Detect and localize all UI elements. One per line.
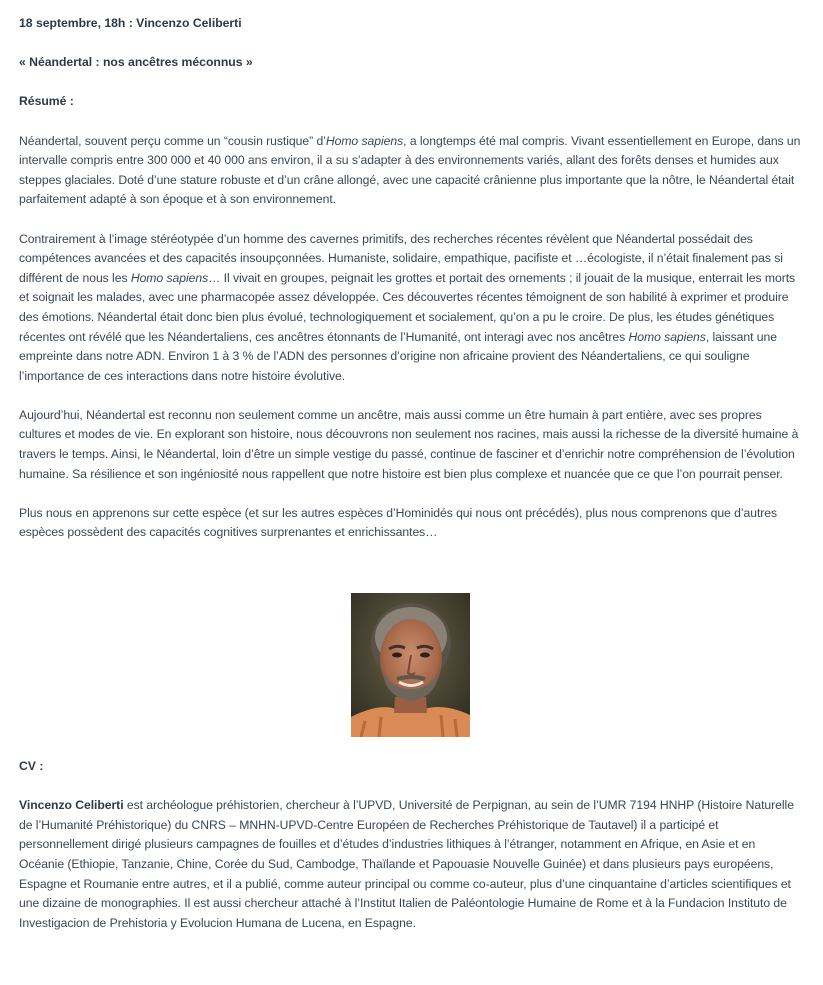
summary-paragraph-2 xyxy=(19,230,803,387)
cv-label: CV : xyxy=(19,759,44,774)
event-line: 18 septembre, 18h : Vincenzo Celiberti xyxy=(19,16,242,30)
text-run: … Il vivait en groupes, peignait les grottes et portait des ornements ; il jouait de la musique, enterrait les morts et soignait les malades, avec une pharmacopée assez développée. Ces découvertes récentes témoignent de son habilité à exprimer et produire des émotions. Néandertal était donc bien plus évolué, technologiquement et socialement, qu’on a pu le croire. De plus, les études génétiques récentes ont révélé que les Néandertaliens, ces ancêtres étonnants de l’Humanité, ont interagi avec nos ancêtres xyxy=(19,270,796,344)
speaker-portrait xyxy=(351,593,470,737)
portrait-illustration xyxy=(351,593,470,737)
summary-label: Résumé : xyxy=(19,94,74,109)
text-run: , a longtemps été mal compris. Vivant essentiellement en Europe, dans un intervalle compris entre 300 000 et 40 000 ans environ, il a su s’adapter à des environnements variés, allant des forêts denses et humides aux steppes glaciales. Doté d’une stature robuste et d’un crâne allongé, avec une capacité crânienne plus importante que la nôtre, le Néandertal était parfaitement adapté à son époque et à son environnement. xyxy=(19,133,801,207)
portrait-container xyxy=(19,593,803,737)
talk-title: « Néandertal : nos ancêtres méconnus » xyxy=(19,55,253,70)
italic-run: Homo sapiens xyxy=(325,133,404,148)
cv-paragraph xyxy=(19,796,803,933)
summary-paragraph-3: Aujourd’hui, Néandertal est reconnu non seulement comme un ancêtre, mais aussi comme un être humain à part entière, avec ses propres cultures et modes de vie. En explorant son histoire, nous découvrons non seulement nos racines, mais aussi la richesse de la diversité humaine à travers le temps. Ainsi, le Néandertal, loin d’être un simple vestige du passé, continue de fasciner et d’enrichir notre compréhension de l’évolution humaine. Sa résilience et son ingéniosité nous rappellent que notre histoire est bien plus complexe et nuancée que ce que l’on pourrait penser. xyxy=(19,407,799,481)
speaker-name: Vincenzo Celiberti xyxy=(19,798,124,813)
summary-paragraph-1 xyxy=(19,132,803,210)
cv-text: est archéologue préhistorien, chercheur à l’UPVD, Université de Perpignan, au sein de l’UMR 7194 HNHP (Histoire Naturelle de l’Humanité Préhistorique) du CNRS – MNHN-UPVD-Centre Européen de Recherches Préhistorique de Tautavel) il a participé et personnellement dirigé plusieurs campagnes de fouilles et d’études d’industries lithiques à l’étranger, notamment en Afrique, en Asie et en Océanie (Ethiopie, Tanzanie, Chine, Corée du Sud, Cambodge, Thaïlande et Papouasie Nouvelle Guinée) et dans plusieurs pays européens, Espagne et Roumanie entre autres, et il a publié, comme auteur principal ou comme co-auteur, plus d’une cinquantaine d’articles scientifiques et une dizaine de monographies. Il est aussi chercheur attaché à l’Institut Italien de Paléontologie Humaine de Rome et à la Fundacion Instituto de Investigacion de Prehistoria y Evolucion Humana de Lucena, en Espagne. xyxy=(19,798,794,930)
text-run: , laissant une empreinte dans notre ADN. Environ 1 à 3 % de l’ADN des personnes d’origine non africaine provient des Néandertaliens, ce qui souligne l’importance de ces interactions dans notre histoire évolutive. xyxy=(19,329,777,383)
summary-paragraph-4: Plus nous en apprenons sur cette espèce (et sur les autres espèces d’Hominidés qui nous ont précédés), plus nous comprenons que d’autres espèces possèdent des capacités cognitives surprenantes et enrichissantes… xyxy=(19,505,778,540)
text-run: Contrairement à l’image stéréotypée d’un homme des cavernes primitifs, des recherches récentes révèlent que Néandertal possédait des compétences avancées et des capacités insoupçonnées. Humaniste, solidaire, empathique, pacifiste et …écologiste, il n’était finalement pas si différent de nous les xyxy=(19,231,783,285)
italic-run: Homo sapiens xyxy=(130,270,209,285)
text-run: Néandertal, souvent perçu comme un “cousin rustique” d’ xyxy=(19,133,326,148)
italic-run: Homo sapiens xyxy=(628,329,706,344)
